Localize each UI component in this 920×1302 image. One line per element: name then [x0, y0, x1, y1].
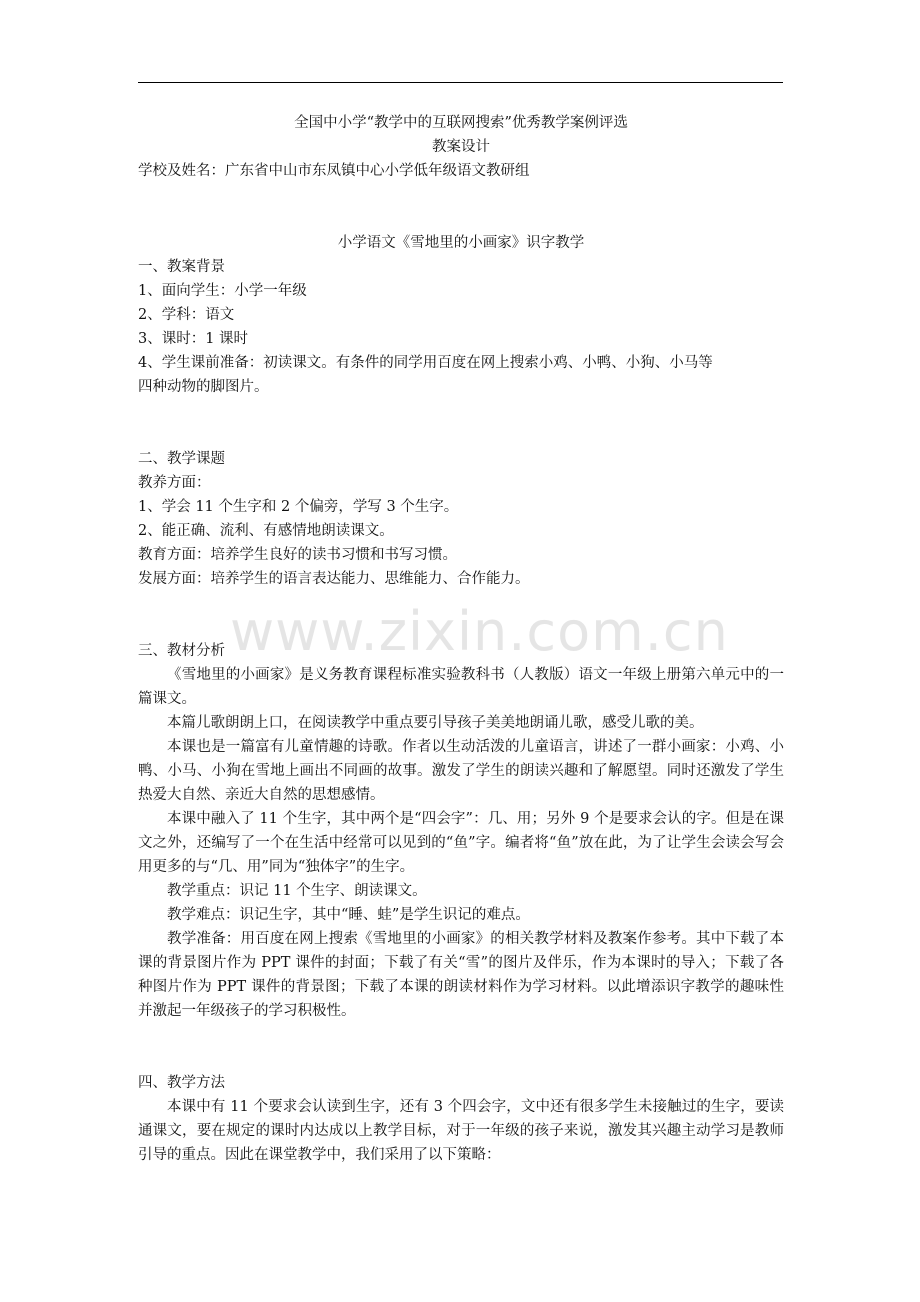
section-heading-methods: 四、教学方法	[138, 1075, 225, 1091]
section-heading-analysis: 三、教材分析	[138, 643, 225, 659]
analysis-paragraph-7: 教学准备：用百度在网上搜索《雪地里的小画家》的相关教学材料及教案作参考。其中下载了本课的背景图片作为 PPT 课件的封面；下载了有关“雪”的图片及伴乐，作为本课时的导入；下载了各种图片作为 PPT 课件的背景图；下载了本课的朗读材料作为学习材料。以此增添识字教学的趣味性并激起一年级孩子的学习积极性。	[138, 931, 784, 1019]
watermark: www.zixin.com.cn	[230, 600, 729, 663]
background-item-4-cont: 四种动物的脚图片。	[138, 379, 269, 395]
topic-item-3: 2、能正确、流利、有感情地朗读课文。	[138, 523, 394, 539]
topic-item-5: 发展方面：培养学生的语言表达能力、思维能力、合作能力。	[138, 571, 530, 587]
topic-item-4: 教育方面：培养学生良好的读书习惯和书写习惯。	[138, 547, 457, 563]
section-heading-topic: 二、教学课题	[138, 451, 225, 467]
document-subtitle: 教案设计	[432, 139, 490, 155]
analysis-paragraph-4: 本课中融入了 11 个生字，其中两个是“四会字”：几、用；另外 9 个是要求会认的字。但是在课文之外，还编写了一个在生活中经常可以见到的“鱼”字。编者将“鱼”放在此，为了让学生会读会写会用更多的与“几、用”同为“独体字”的生字。	[138, 811, 784, 875]
background-item-4: 4、学生课前准备：初读课文。有条件的同学用百度在网上搜索小鸡、小鸭、小狗、小马等	[138, 355, 713, 371]
background-item-2: 2、学科：语文	[138, 307, 235, 323]
lesson-title: 小学语文《雪地里的小画家》识字教学	[337, 235, 585, 251]
document-title: 全国中小学“教学中的互联网搜索”优秀教学案例评选	[294, 115, 628, 131]
document-body	[138, 111, 784, 1167]
topic-item-2: 1、学会 11 个生字和 2 个偏旁，学写 3 个生字。	[138, 499, 459, 515]
section-heading-background: 一、教案背景	[138, 259, 225, 275]
analysis-paragraph-1: 《雪地里的小画家》是义务教育课程标准实验教科书（人教版）语文一年级上册第六单元中的一篇课文。	[138, 667, 784, 707]
methods-paragraph-1: 本课中有 11 个要求会认读到生字，还有 3 个四会字，文中还有很多学生未接触过的生字，要读通课文，要在规定的课时内达成以上教学目标，对于一年级的孩子来说，激发其兴趣主动学习是教师引导的重点。因此在课堂教学中，我们采用了以下策略：	[138, 1099, 784, 1163]
school-line: 学校及姓名：广东省中山市东凤镇中心小学低年级语文教研组	[138, 163, 530, 179]
analysis-paragraph-6: 教学难点：识记生字，其中“睡、蛙”是学生识记的难点。	[167, 907, 530, 923]
analysis-paragraph-2: 本篇儿歌朗朗上口，在阅读教学中重点要引导孩子美美地朗诵儿歌，感受儿歌的美。	[167, 715, 704, 731]
background-item-1: 1、面向学生：小学一年级	[138, 283, 307, 299]
topic-item-1: 教养方面：	[138, 475, 211, 491]
background-item-3: 3、课时：1 课时	[138, 331, 249, 347]
analysis-paragraph-5: 教学重点：识记 11 个生字、朗读课文。	[167, 883, 427, 899]
analysis-paragraph-3: 本课也是一篇富有儿童情趣的诗歌。作者以生动活泼的儿童语言，讲述了一群小画家：小鸡、小鸭、小马、小狗在雪地上画出不同画的故事。激发了学生的朗读兴趣和了解愿望。同时还激发了学生热爱大自然、亲近大自然的思想感情。	[138, 739, 784, 803]
header-rule	[138, 82, 783, 83]
